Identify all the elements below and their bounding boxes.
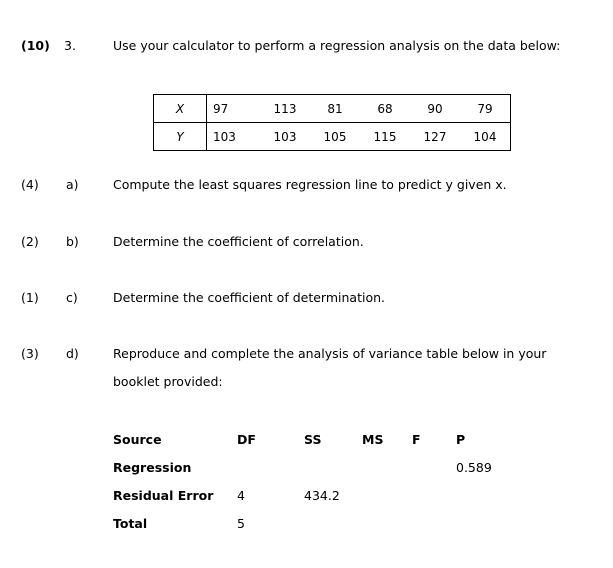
data-cell: 81 — [310, 95, 360, 123]
data-cell: 68 — [360, 95, 410, 123]
anova-source: Regression — [113, 459, 192, 475]
anova-p — [456, 481, 506, 509]
anova-ms — [356, 509, 404, 537]
question-number: 3. — [64, 38, 76, 53]
anova-header-ss: SS — [304, 431, 322, 447]
anova-f — [404, 453, 456, 481]
anova-f — [404, 481, 456, 509]
anova-ss — [269, 509, 356, 537]
part-b-letter: b) — [66, 234, 79, 249]
row-label-x: X — [154, 95, 207, 123]
anova-header-f: F — [412, 431, 421, 447]
data-cell: 79 — [460, 95, 511, 123]
anova-source: Residual Error — [113, 487, 214, 503]
anova-f — [404, 509, 456, 537]
data-row-x — [154, 95, 511, 123]
anova-row-residual — [113, 481, 506, 509]
data-cell: 97 — [207, 95, 261, 123]
row-label-y: Y — [154, 123, 207, 151]
anova-df — [233, 453, 269, 481]
anova-ms — [356, 481, 404, 509]
data-cell: 90 — [410, 95, 460, 123]
anova-p: 0.589 — [456, 459, 492, 475]
anova-ms — [356, 453, 404, 481]
anova-ss — [269, 453, 356, 481]
data-cell: 115 — [373, 129, 397, 144]
part-a-marks: (4) — [21, 177, 39, 192]
part-d-marks: (3) — [21, 346, 39, 361]
data-cell: 105 — [323, 129, 347, 144]
anova-header-ms: MS — [362, 431, 384, 447]
data-cell: 104 — [473, 129, 497, 144]
anova-source: Total — [113, 515, 148, 531]
anova-row-regression — [113, 453, 506, 481]
part-a-text: Compute the least squares regression line to predict y given x. — [113, 177, 507, 192]
part-d-letter: d) — [66, 346, 79, 361]
anova-table — [113, 425, 506, 537]
part-c-text: Determine the coefficient of determination. — [113, 290, 385, 305]
part-a-letter: a) — [66, 177, 79, 192]
anova-df: 5 — [237, 515, 245, 531]
question-marks: (10) — [21, 38, 50, 53]
anova-df: 4 — [237, 487, 245, 503]
anova-header-p: P — [456, 431, 466, 447]
data-cell: 127 — [423, 129, 447, 144]
part-c-letter: c) — [66, 290, 78, 305]
part-b-marks: (2) — [21, 234, 39, 249]
anova-row-total — [113, 509, 506, 537]
data-row-y — [154, 123, 511, 151]
anova-ss: 434.2 — [304, 487, 340, 503]
anova-header-row — [113, 425, 506, 453]
data-cell: 113 — [260, 95, 310, 123]
anova-header-df: DF — [237, 431, 256, 447]
anova-header-source: Source — [113, 431, 162, 447]
data-table — [153, 94, 511, 151]
part-d-text-line2: booklet provided: — [113, 374, 223, 389]
part-d-text: Reproduce and complete the analysis of variance table below in your — [113, 346, 547, 361]
data-cell: 103 — [213, 129, 236, 144]
data-cell: 103 — [273, 129, 297, 144]
anova-p — [456, 509, 506, 537]
question-instruction: Use your calculator to perform a regression analysis on the data below: — [113, 38, 561, 53]
part-c-marks: (1) — [21, 290, 39, 305]
part-b-text: Determine the coefficient of correlation. — [113, 234, 364, 249]
